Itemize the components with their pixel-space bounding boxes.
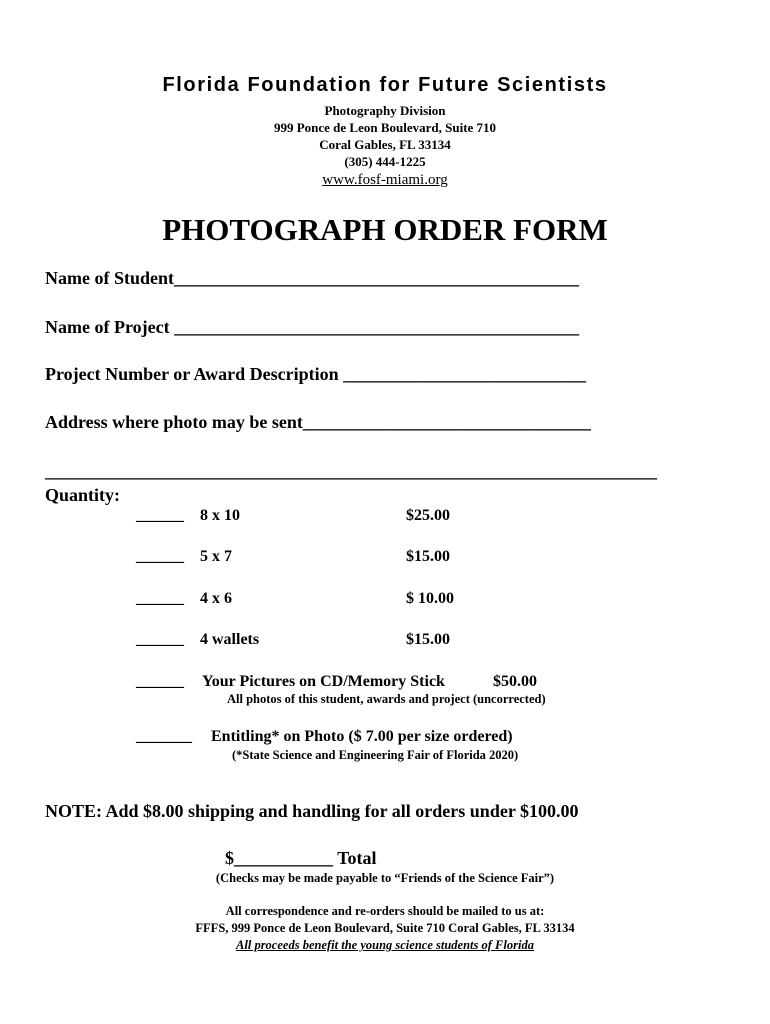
website-link[interactable]: www.fosf-miami.org [322, 172, 448, 188]
correspondence-line-2: FFFS, 999 Ponce de Leon Boulevard, Suite 710 Coral Gables, FL 33134 [195, 921, 575, 935]
item-5x7-price: $15.00 [406, 548, 450, 565]
address-line-1: 999 Ponce de Leon Boulevard, Suite 710 [273, 120, 497, 135]
quantity-4x6-blank[interactable]: ______ [136, 590, 184, 607]
address-field[interactable]: Address where photo may be sent________________________________ [45, 412, 591, 432]
project-name-field[interactable]: Name of Project _____________________________________________ [45, 317, 580, 337]
item-cd-note: All photos of this student, awards and project (uncorrected) [227, 692, 546, 706]
quantity-wallets-blank[interactable]: ______ [136, 631, 184, 648]
quantity-cd-blank[interactable]: ______ [136, 673, 184, 690]
division-name: Photography Division [324, 103, 446, 118]
benefit-line: All proceeds benefit the young science students of Florida [236, 938, 534, 952]
total-amount-field[interactable]: $___________ [225, 848, 333, 868]
item-4x6-label: 4 x 6 [200, 590, 232, 607]
item-wallets-price: $15.00 [406, 631, 450, 648]
item-8x10-price: $25.00 [406, 507, 450, 524]
org-name: Florida Foundation for Future Scientists [162, 74, 608, 96]
correspondence-line-1: All correspondence and re-orders should be mailed to us at: [225, 904, 545, 918]
item-5x7-label: 5 x 7 [200, 548, 232, 565]
project-number-field[interactable]: Project Number or Award Description ___________________________ [45, 364, 587, 384]
address-line-2-field[interactable]: ____________________________________________________________________ [45, 461, 657, 481]
item-entitling-note: (*State Science and Engineering Fair of Florida 2020) [232, 748, 519, 762]
address-line-2: Coral Gables, FL 33134 [319, 137, 451, 152]
phone-number: (305) 444-1225 [344, 154, 426, 169]
website-link-row [0, 172, 770, 189]
item-cd-label: Your Pictures on CD/Memory Stick [202, 673, 445, 690]
student-name-field[interactable]: Name of Student_____________________________________________ [45, 268, 579, 288]
quantity-8x10-blank[interactable]: ______ [136, 507, 184, 524]
quantity-entitling-blank[interactable]: _______ [136, 728, 192, 745]
checks-note: (Checks may be made payable to “Friends of the Science Fair”) [215, 871, 555, 885]
quantity-5x7-blank[interactable]: ______ [136, 548, 184, 565]
item-wallets-label: 4 wallets [200, 631, 260, 648]
total-row [225, 848, 377, 869]
item-8x10-label: 8 x 10 [200, 507, 240, 524]
benefit-line-row [0, 938, 770, 953]
total-label: Total [337, 848, 377, 868]
shipping-note: NOTE: Add $8.00 shipping and handling for all orders under $100.00 [45, 801, 579, 821]
item-4x6-price: $ 10.00 [406, 590, 454, 607]
quantity-label: Quantity: [45, 485, 121, 505]
form-title: PHOTOGRAPH ORDER FORM [162, 212, 608, 247]
item-cd-price: $50.00 [493, 673, 537, 690]
item-entitling-label: Entitling* on Photo ($ 7.00 per size ordered) [211, 728, 513, 745]
